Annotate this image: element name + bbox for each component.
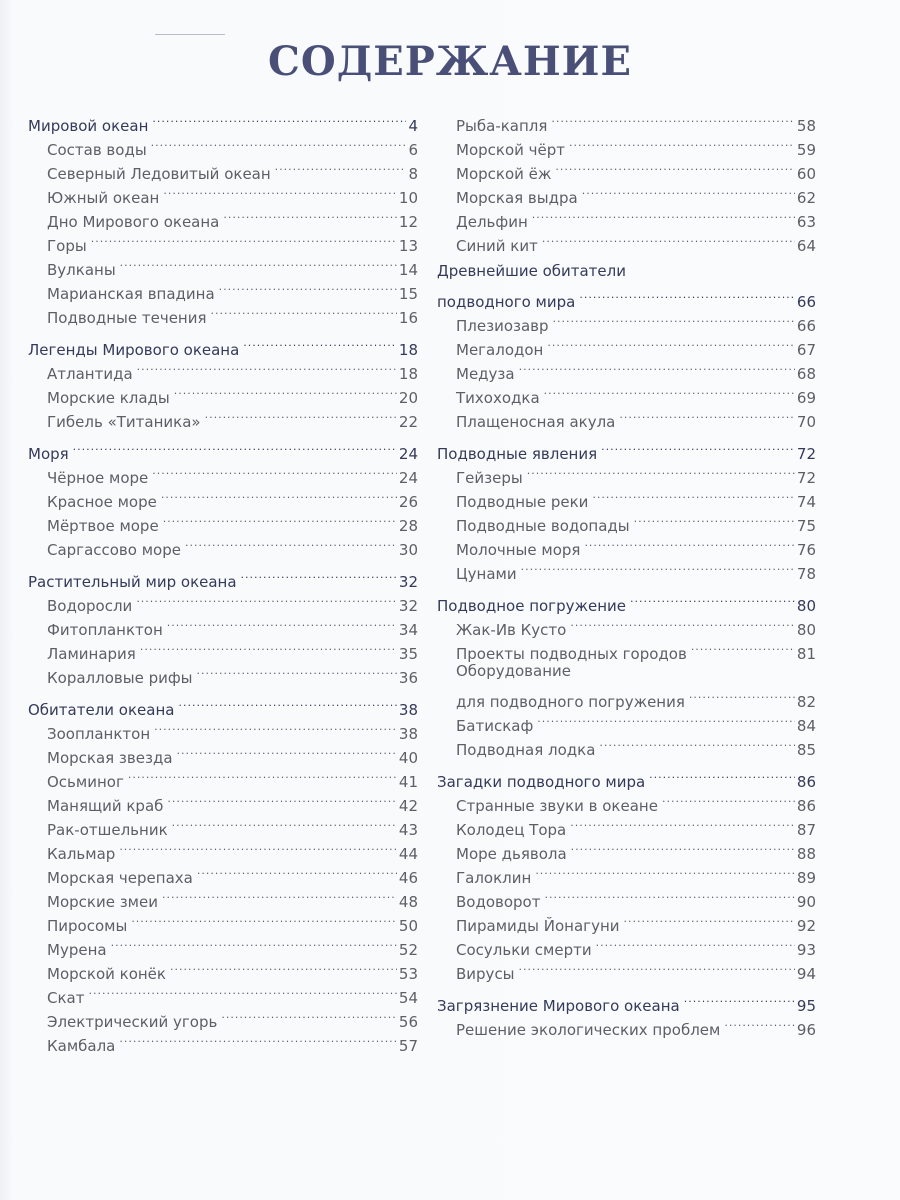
page-number: 66 (796, 293, 816, 311)
page-number: 10 (398, 189, 418, 207)
dot-leader (205, 403, 397, 427)
entry-title: Электрический угорь (47, 1013, 218, 1031)
page-number: 8 (408, 165, 418, 183)
dot-leader (185, 531, 397, 555)
entry-title: подводного мира (437, 293, 576, 311)
entry-title: Батискаф (456, 717, 534, 735)
dot-leader (624, 907, 795, 931)
dot-leader (519, 955, 795, 979)
page-number: 50 (398, 917, 418, 935)
page-number: 52 (398, 941, 418, 959)
page-number: 30 (398, 541, 418, 559)
toc-entry[interactable] (28, 459, 418, 487)
page-number: 14 (398, 261, 418, 279)
dot-leader (630, 587, 795, 611)
page-number: 96 (796, 1021, 816, 1039)
dot-leader (73, 435, 397, 459)
dot-leader (684, 987, 795, 1011)
toc-section (437, 435, 816, 583)
page-number: 48 (398, 893, 418, 911)
toc-section (28, 563, 418, 687)
page-number: 92 (796, 917, 816, 935)
entry-title: Синий кит (456, 237, 538, 255)
dot-leader (137, 355, 397, 379)
dot-leader (569, 131, 795, 155)
entry-title: Молочные моря (456, 541, 581, 559)
entry-title: Состав воды (47, 141, 147, 159)
entry-title: Морские клады (47, 389, 170, 407)
entry-title: Загадки подводного мира (437, 773, 646, 791)
dot-leader (532, 203, 795, 227)
page-number: 18 (398, 341, 418, 359)
page-number: 69 (796, 389, 816, 407)
dot-leader (649, 763, 795, 787)
page-number: 54 (398, 989, 418, 1007)
entry-title: Водоросли (47, 597, 133, 615)
page-title: СОДЕРЖАНИЕ (268, 38, 632, 85)
dot-leader (551, 107, 794, 131)
dot-leader (197, 659, 397, 683)
dot-leader (544, 379, 795, 403)
toc-section (28, 691, 418, 1055)
toc-section (28, 331, 418, 431)
entry-title: Мёртвое море (47, 517, 159, 535)
entry-title: Вирусы (456, 965, 515, 983)
section-heading[interactable] (28, 331, 418, 359)
dot-leader (152, 459, 397, 483)
page-number: 20 (398, 389, 418, 407)
entry-title: Мегалодон (456, 341, 544, 359)
page-number: 60 (796, 165, 816, 183)
page-number: 72 (796, 445, 816, 463)
page-number: 38 (398, 701, 418, 719)
entry-title: Подводные реки (456, 493, 589, 511)
page-number: 70 (796, 413, 816, 431)
dot-leader (211, 299, 397, 323)
entry-title: Водоворот (456, 893, 541, 911)
entry-title: Атлантида (47, 365, 133, 383)
entry-title: Жак-Ив Кусто (456, 621, 567, 639)
dot-leader (724, 1011, 795, 1035)
section-heading[interactable] (28, 107, 418, 135)
entry-title: Чёрное море (47, 469, 149, 487)
entry-title: Горы (47, 237, 87, 255)
entry-title: Манящий краб (47, 797, 164, 815)
page-number: 32 (398, 573, 418, 591)
dot-leader (570, 811, 795, 835)
section-heading[interactable] (28, 563, 418, 591)
entry-title: Северный Ледовитый океан (47, 165, 271, 183)
dot-leader (519, 355, 795, 379)
dot-leader (162, 883, 397, 907)
page-number: 4 (408, 117, 418, 135)
entry-title: Мурена (47, 941, 107, 959)
dot-leader (535, 859, 795, 883)
section-heading-line[interactable] (437, 259, 816, 283)
dot-leader (120, 251, 397, 275)
dot-leader (163, 179, 397, 203)
entry-title: для подводного погружения (456, 693, 685, 711)
entry-title: Море дьявола (456, 845, 567, 863)
dot-leader (691, 635, 795, 659)
entry-title: Рыба-капля (456, 117, 548, 135)
section-heading[interactable] (437, 435, 816, 463)
page-number: 44 (398, 845, 418, 863)
dot-leader (547, 331, 795, 355)
entry-title: Кальмар (47, 845, 116, 863)
page-number: 6 (408, 141, 418, 159)
dot-leader (553, 307, 795, 331)
dot-leader (119, 835, 397, 859)
dot-leader (579, 283, 795, 307)
section-heading[interactable] (437, 587, 816, 615)
page-number: 18 (398, 365, 418, 383)
dot-leader (223, 203, 397, 227)
toc-section (437, 107, 816, 255)
page-number: 66 (796, 317, 816, 335)
page-number: 74 (796, 493, 816, 511)
toc-entry[interactable] (437, 683, 816, 711)
dot-leader (601, 435, 795, 459)
entry-title: Растительный мир океана (28, 573, 237, 591)
dot-leader (119, 1027, 397, 1051)
page-number: 56 (398, 1013, 418, 1031)
page-number: 86 (796, 773, 816, 791)
entry-title: Красное море (47, 493, 157, 511)
section-heading[interactable] (437, 987, 816, 1015)
entry-title: Осьминог (47, 773, 124, 791)
page-number: 64 (796, 237, 816, 255)
page-number: 36 (398, 669, 418, 687)
entry-title: Южный океан (47, 189, 160, 207)
dot-leader (170, 955, 397, 979)
page-number: 62 (796, 189, 816, 207)
dot-leader (174, 379, 397, 403)
page-number: 13 (398, 237, 418, 255)
entry-title: Морская звезда (47, 749, 173, 767)
page-number: 41 (398, 773, 418, 791)
entry-title: Оборудование (456, 662, 571, 680)
dot-leader (172, 811, 397, 835)
page-number: 46 (398, 869, 418, 887)
page-number: 24 (398, 445, 418, 463)
dot-leader (582, 179, 795, 203)
dot-leader (596, 931, 795, 955)
entry-title: Странные звуки в океане (456, 797, 658, 815)
entry-title: Морская черепаха (47, 869, 193, 887)
entry-title: Пирамиды Йонагуни (456, 917, 620, 935)
entry-title: Вулканы (47, 261, 116, 279)
entry-title: Древнейшие обитатели (437, 262, 626, 280)
page-number: 78 (796, 565, 816, 583)
dot-leader (243, 331, 397, 355)
dot-leader (521, 555, 795, 579)
dot-leader (111, 931, 397, 955)
page-number: 72 (796, 469, 816, 487)
dot-leader (140, 635, 397, 659)
dot-leader (241, 563, 397, 587)
dot-leader (161, 483, 397, 507)
toc-section (28, 107, 418, 327)
toc-entry[interactable] (437, 107, 816, 135)
entry-title: Подводное погружение (437, 597, 626, 615)
entry-title: Морской чёрт (456, 141, 565, 159)
page-number: 28 (398, 517, 418, 535)
dot-leader (128, 763, 397, 787)
entry-title: Подводные течения (47, 309, 207, 327)
entry-title: Камбала (47, 1037, 116, 1055)
page-number: 38 (398, 725, 418, 743)
section-heading[interactable] (28, 691, 418, 719)
entry-title: Морские змеи (47, 893, 158, 911)
entry-title: Мировой океан (28, 117, 149, 135)
entry-title: Подводные водопады (456, 517, 630, 535)
entry-title: Плащеносная акула (456, 413, 616, 431)
entry-title: Морская выдра (456, 189, 578, 207)
dot-leader (177, 739, 397, 763)
toc-left-column (28, 107, 418, 1059)
dot-leader (555, 155, 795, 179)
entry-title: Саргассово море (47, 541, 181, 559)
entry-title: Гейзеры (456, 469, 523, 487)
decorative-line (155, 34, 225, 35)
entry-title: Проекты подводных городов (456, 645, 687, 663)
section-heading[interactable] (28, 435, 418, 463)
entry-title: Марианская впадина (47, 285, 215, 303)
page-number: 93 (796, 941, 816, 959)
dot-leader (131, 907, 397, 931)
dot-leader (178, 691, 396, 715)
page-number: 87 (796, 821, 816, 839)
dot-leader (91, 227, 397, 251)
toc-section (437, 259, 816, 431)
dot-leader (527, 459, 795, 483)
page-number: 94 (796, 965, 816, 983)
page-number: 59 (796, 141, 816, 159)
page-number: 53 (398, 965, 418, 983)
entry-title: Морской конёк (47, 965, 166, 983)
entry-title: Обитатели океана (28, 701, 175, 719)
page-number: 95 (796, 997, 816, 1015)
page-number: 85 (796, 741, 816, 759)
page-number: 81 (796, 645, 816, 663)
page-number: 16 (398, 309, 418, 327)
entry-title: Медуза (456, 365, 515, 383)
dot-leader (634, 507, 795, 531)
dot-leader (619, 403, 795, 427)
entry-title: Морской ёж (456, 165, 552, 183)
page-number: 24 (398, 469, 418, 487)
page-number: 80 (796, 597, 816, 615)
page-number: 90 (796, 893, 816, 911)
dot-leader (537, 707, 795, 731)
entry-title: Подводная лодка (456, 741, 596, 759)
dot-leader (570, 611, 795, 635)
page-number: 22 (398, 413, 418, 431)
dot-leader (197, 859, 397, 883)
entry-title: Дельфин (456, 213, 528, 231)
dot-leader (219, 275, 397, 299)
dot-leader (152, 107, 406, 131)
page-number: 40 (398, 749, 418, 767)
toc-right-column (437, 107, 816, 1043)
page-number: 80 (796, 621, 816, 639)
page-number: 89 (796, 869, 816, 887)
page-number: 75 (796, 517, 816, 535)
section-heading[interactable] (437, 763, 816, 791)
dot-leader (599, 731, 795, 755)
dot-leader (275, 155, 407, 179)
entry-title: Решение экологических проблем (456, 1021, 721, 1039)
dot-leader (167, 787, 397, 811)
entry-title: Плезиозавр (456, 317, 549, 335)
dot-leader (584, 531, 794, 555)
entry-title: Подводные явления (437, 445, 598, 463)
toc-section (437, 987, 816, 1039)
entry-title: Цунами (456, 565, 517, 583)
entry-title: Рак-отшельник (47, 821, 168, 839)
toc-entry[interactable] (28, 1003, 418, 1031)
entry-title: Тихоходка (456, 389, 540, 407)
entry-title: Зоопланктон (47, 725, 151, 743)
page-number: 82 (796, 693, 816, 711)
entry-title: Ламинария (47, 645, 136, 663)
page-number: 34 (398, 621, 418, 639)
dot-leader (592, 483, 794, 507)
dot-leader (163, 507, 397, 531)
dot-leader (151, 131, 407, 155)
entry-title: Колодец Тора (456, 821, 567, 839)
section-heading[interactable] (437, 283, 816, 311)
entry-title: Пиросомы (47, 917, 128, 935)
dot-leader (542, 227, 795, 251)
page-number: 12 (398, 213, 418, 231)
page-number: 88 (796, 845, 816, 863)
entry-title: Сосульки смерти (456, 941, 592, 959)
page-number: 58 (796, 117, 816, 135)
entry-title: Галоклин (456, 869, 532, 887)
page-number: 15 (398, 285, 418, 303)
toc-section (28, 435, 418, 559)
dot-leader (571, 835, 795, 859)
dot-leader (88, 979, 396, 1003)
page-number: 32 (398, 597, 418, 615)
dot-leader (221, 1003, 397, 1027)
dot-leader (154, 715, 397, 739)
entry-title: Легенды Мирового океана (28, 341, 240, 359)
page-number: 43 (398, 821, 418, 839)
page-number: 67 (796, 341, 816, 359)
entry-title: Дно Мирового океана (47, 213, 220, 231)
dot-leader (662, 787, 795, 811)
dot-leader (544, 883, 794, 907)
page-number: 35 (398, 645, 418, 663)
page-number: 84 (796, 717, 816, 735)
page-number: 26 (398, 493, 418, 511)
page-number: 42 (398, 797, 418, 815)
page-number: 68 (796, 365, 816, 383)
entry-title: Коралловые рифы (47, 669, 193, 687)
toc-section (437, 587, 816, 759)
page-number: 76 (796, 541, 816, 559)
toc-section (437, 763, 816, 983)
entry-title: Моря (28, 445, 69, 463)
page-number: 63 (796, 213, 816, 231)
entry-title: Гибель «Титаника» (47, 413, 201, 431)
dot-leader (689, 683, 795, 707)
entry-title: Фитопланктон (47, 621, 163, 639)
page-number: 57 (398, 1037, 418, 1055)
dot-leader (167, 611, 397, 635)
entry-title: Загрязнение Мирового океана (437, 997, 680, 1015)
entry-title: Скат (47, 989, 85, 1007)
dot-leader (136, 587, 397, 611)
page-number: 86 (796, 797, 816, 815)
